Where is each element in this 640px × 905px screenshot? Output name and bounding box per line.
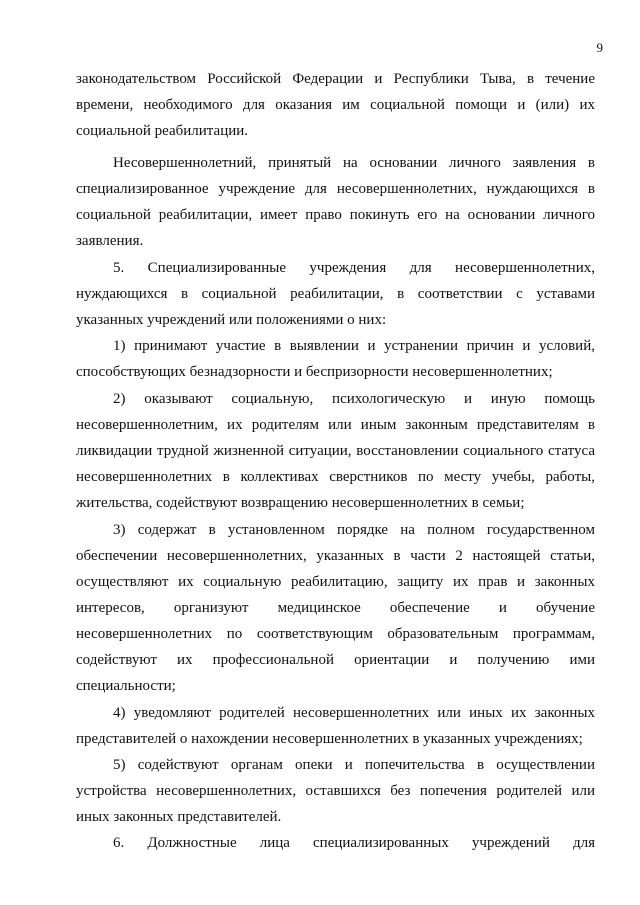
text-line: несовершеннолетних по соответствующим образовательным программам, — [76, 626, 595, 642]
text-line: осуществляют их социальную реабилитацию, защиту их прав и законных — [76, 574, 595, 590]
text-line: способствующих безнадзорности и беспризорности несовершеннолетних; — [76, 364, 553, 380]
text-line: представителей о нахождении несовершеннолетних в указанных учреждениях; — [76, 731, 583, 747]
text-line: нуждающихся в социальной реабилитации, в соответствии с уставами — [76, 286, 595, 302]
text-line: 6. Должностные лица специализированных учреждений для — [113, 835, 595, 851]
text-line: несовершеннолетним, их родителям или иным законным представителям в — [76, 417, 595, 433]
text-line: Несовершеннолетний, принятый на основании личного заявления в — [113, 155, 595, 171]
text-line: 4) уведомляют родителей несовершеннолетних или иных их законных — [113, 705, 595, 721]
text-line: времени, необходимого для оказания им социальной помощи и (или) их — [76, 97, 595, 113]
page-number: 9 — [596, 40, 603, 55]
text-line: интересов, организуют медицинское обеспечение и обучение — [76, 600, 595, 616]
text-line: законодательством Российской Федерации и Республики Тыва, в течение — [76, 71, 595, 87]
text-line: иных законных представителей. — [76, 809, 282, 825]
text-line: жительства, содействуют возвращению несовершеннолетних в семьи; — [76, 495, 525, 511]
text-line: специальности; — [76, 678, 176, 694]
text-line: 3) содержат в установленном порядке на полном государственном — [113, 522, 595, 538]
text-line: заявления. — [76, 233, 144, 249]
text-line: 2) оказывают социальную, психологическую и иную помощь — [113, 391, 595, 407]
text-line: 1) принимают участие в выявлении и устранении причин и условий, — [113, 338, 595, 354]
text-line: 5. Специализированные учреждения для несовершеннолетних, — [113, 260, 595, 276]
text-line: социальной реабилитации, имеет право покинуть его на основании личного — [76, 207, 595, 223]
text-line: указанных учреждений или положениями о них: — [76, 312, 387, 328]
text-line: устройства несовершеннолетних, оставшихся без попечения родителей или — [76, 783, 595, 799]
text-line: содействуют их профессиональной ориентации и получению ими — [76, 652, 595, 668]
text-line: социальной реабилитации. — [76, 123, 249, 139]
text-line: несовершеннолетних в коллективах сверстников по месту учебы, работы, — [76, 469, 595, 485]
text-line: ликвидации трудной жизненной ситуации, восстановлении социального статуса — [76, 443, 595, 459]
text-line: специализированное учреждение для несовершеннолетних, нуждающихся в — [76, 181, 595, 197]
text-line: обеспечении несовершеннолетних, указанных в части 2 настоящей статьи, — [76, 548, 595, 564]
text-line: 5) содействуют органам опеки и попечительства в осуществлении — [113, 757, 595, 773]
